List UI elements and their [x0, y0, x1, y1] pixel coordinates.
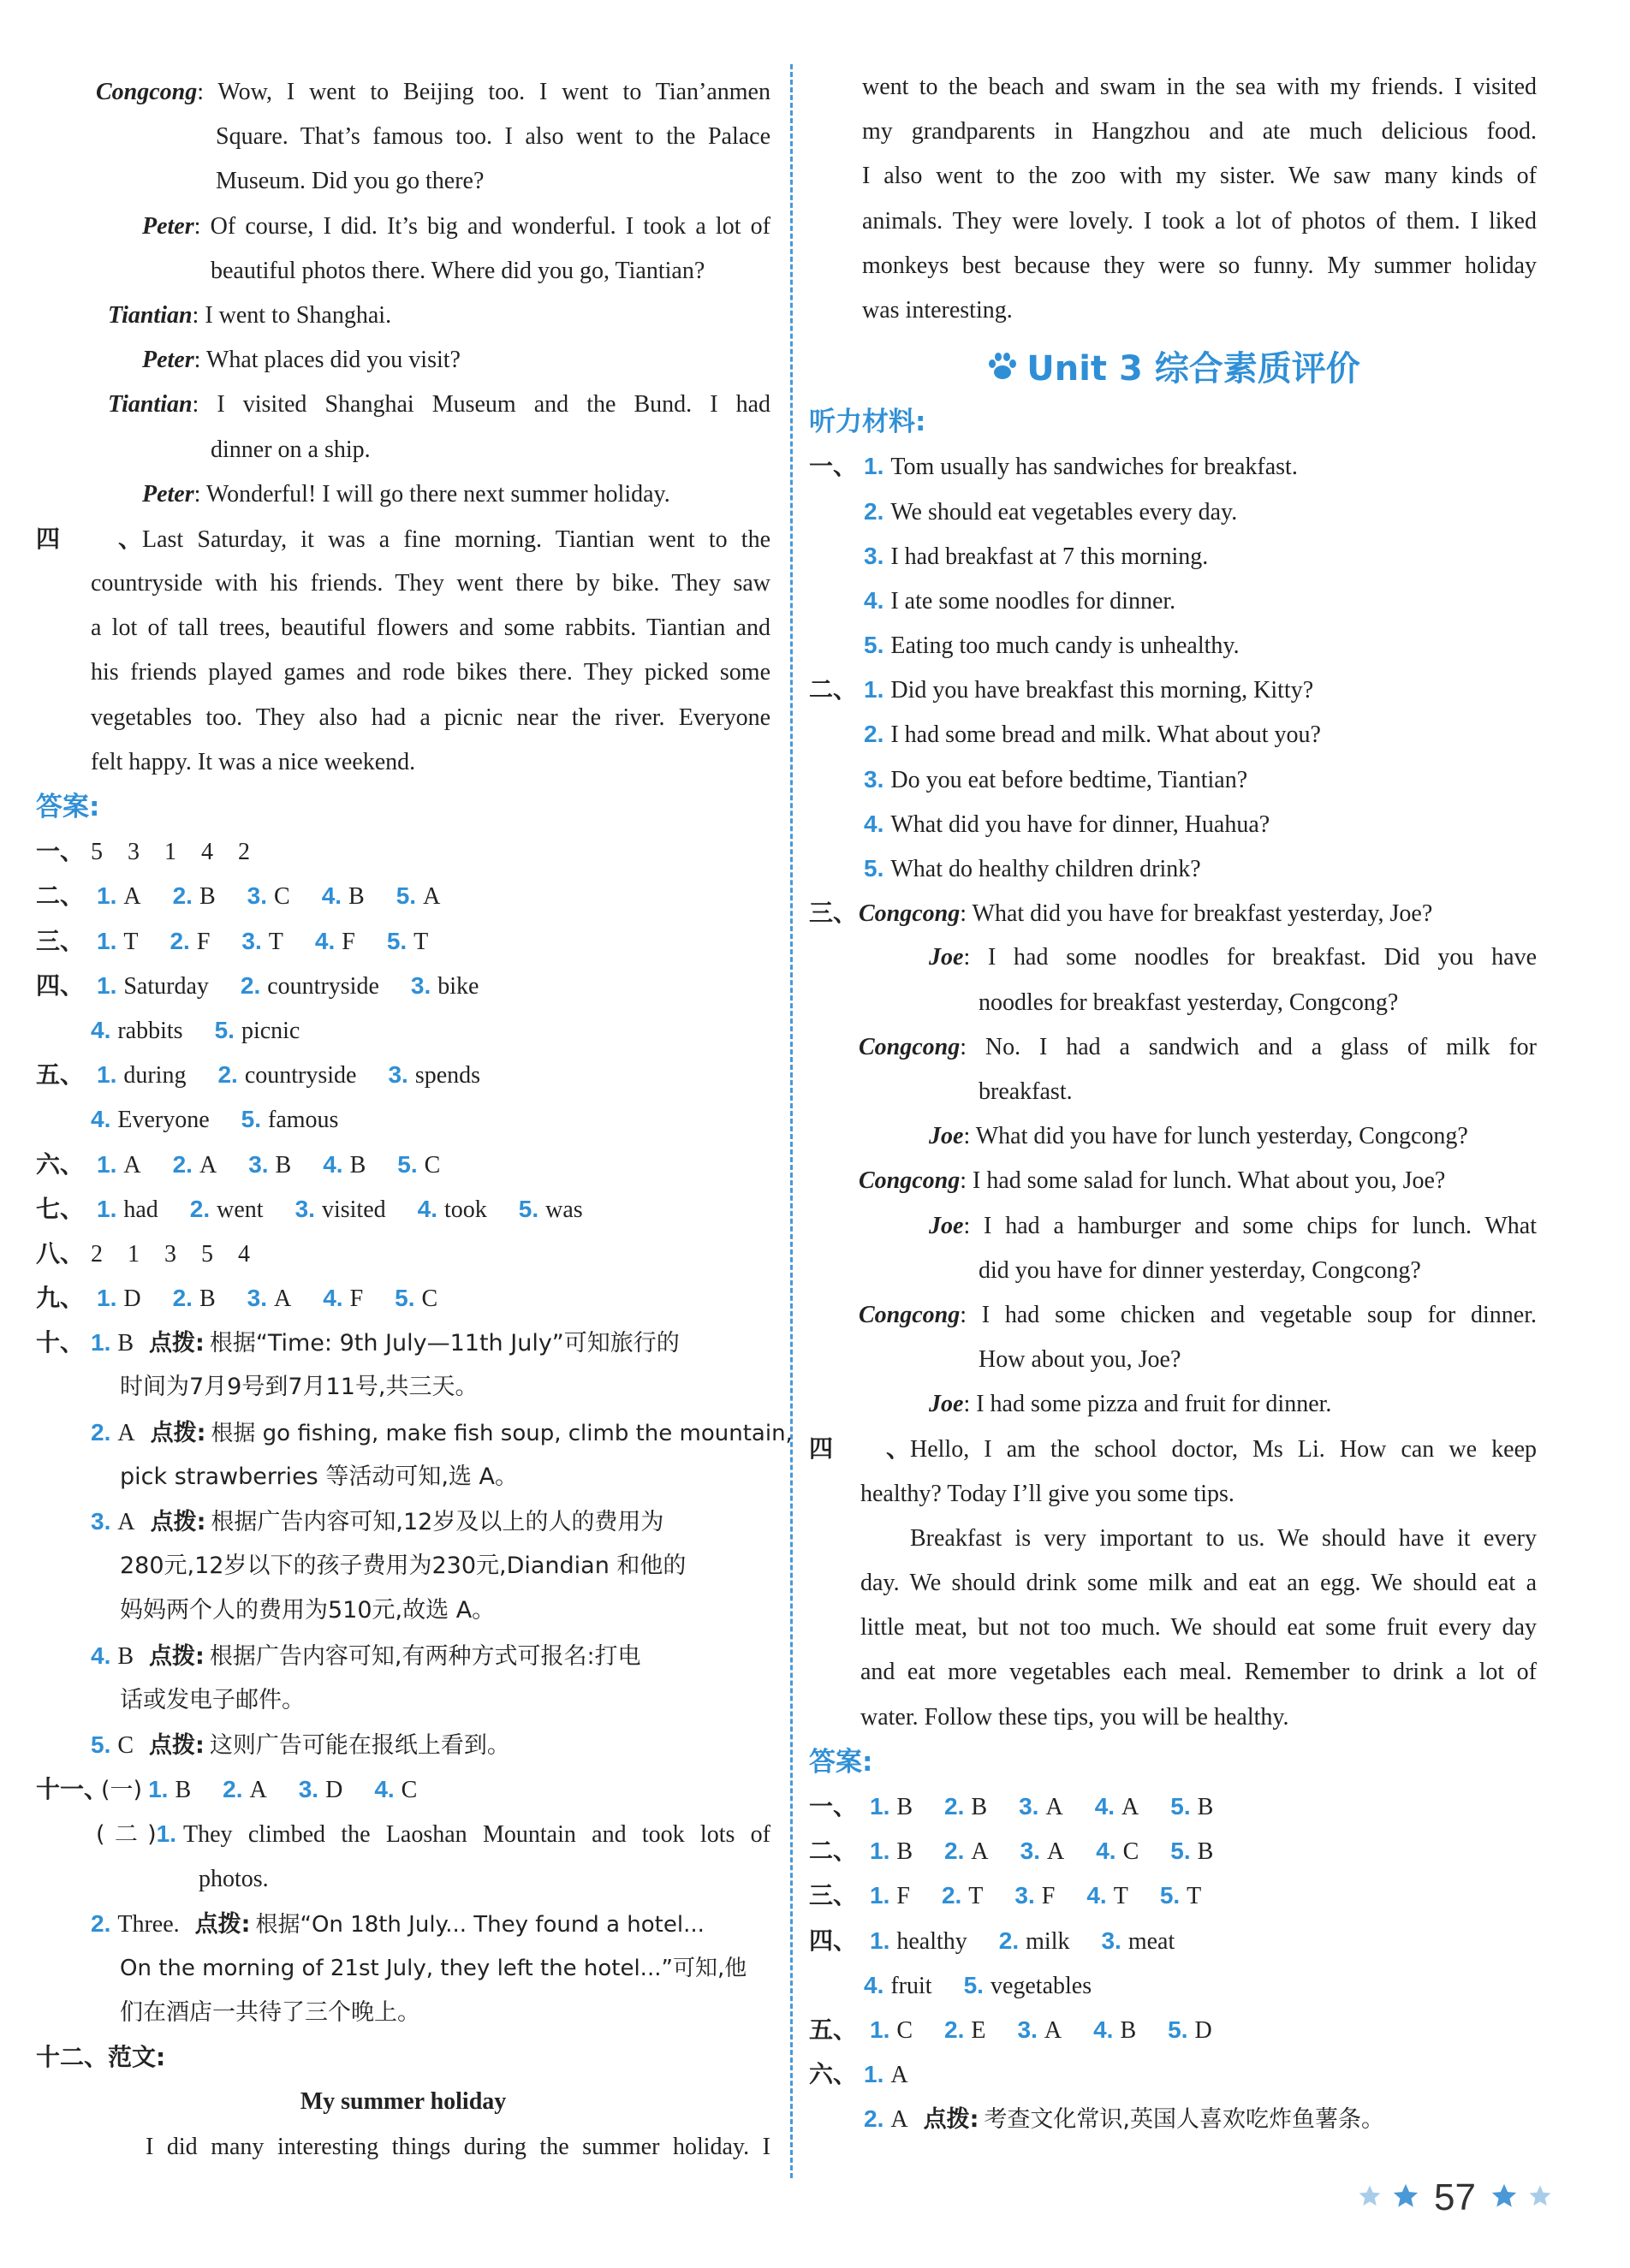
answer-line: photos.	[199, 1865, 269, 1892]
section-11	[36, 1767, 770, 2035]
passage-line: 四、Last Saturday, it was a fine morning. Tiantian went to the	[36, 524, 770, 553]
star-icon	[1527, 2183, 1553, 2213]
star-icon	[1357, 2183, 1383, 2213]
section-10	[36, 1321, 793, 1767]
listening-line: 4. I ate some noodles for dinner.	[864, 586, 1176, 614]
listening-part-3-dialogue	[809, 891, 1537, 1427]
essay-line: monkeys best because they were so funny. My summer holiday	[862, 252, 1537, 279]
answer-row: 九、 1. D 2. B 3. A 4. F 5. C	[36, 1284, 438, 1313]
dialogue-line: Peter: Of course, I did. It’s big and wonderful. I took a lot of	[142, 212, 771, 240]
essay-line: animals. They were lovely. I took a lot of photos of them. I liked	[862, 207, 1537, 235]
explanation-line: 时间为7月9号到7月11号,共三天。	[120, 1374, 479, 1401]
essay-title: My summer holiday	[300, 2088, 507, 2116]
dialogue-line: Peter: Wonderful! I will go there next summer holiday.	[142, 480, 670, 508]
dialogue-line: Museum. Did you go there?	[216, 168, 485, 195]
passage-line: a lot of tall trees, beautiful flowers and some rabbits. Tiantian and	[91, 614, 770, 642]
answer-row: 一、 5 3 1 4 2	[36, 837, 250, 866]
answers-block	[36, 829, 770, 1321]
listening-line: 3. Do you eat before bedtime, Tiantian?	[864, 765, 1248, 793]
explanation-line: 5. C 点拨: 这则广告可能在报纸上看到。	[91, 1731, 510, 1759]
right-column	[809, 65, 1537, 2141]
explanation-line: 2. A 点拨: 根据 go fishing, make fish soup, climb the mountain,	[91, 1418, 793, 1446]
listening-part-2	[809, 668, 1537, 891]
answer-row: 三、 1. T 2. F 3. T 4. F 5. T	[36, 926, 429, 955]
listening-line: 2. I had some bread and milk. What about you?	[864, 721, 1321, 749]
listening-part-1	[809, 444, 1537, 668]
answer-row: 七、 1. had 2. went 3. visited 4. took 5. was	[36, 1194, 583, 1223]
answers-heading: 答案:	[809, 1746, 873, 1778]
page-footer	[1357, 2172, 1553, 2223]
dialogue-line: Peter: What places did you visit?	[142, 347, 461, 374]
passage-line: his friends played games and rode bikes there. They picked some	[91, 659, 770, 686]
answers-heading: 答案:	[36, 792, 100, 822]
dialogue-line: Congcong: I had some salad for lunch. What about you, Joe?	[859, 1167, 1446, 1195]
passage-line: day. We should drink some milk and eat an egg. We should eat a	[860, 1570, 1537, 1596]
listening-line: 4. What did you have for dinner, Huahua?	[864, 810, 1270, 838]
answer-row: 八、 2 1 3 5 4	[36, 1238, 250, 1268]
passage-line: and eat more vegetables each meal. Remember to drink a lot of	[860, 1659, 1537, 1686]
listening-line: 3. I had breakfast at 7 this morning.	[864, 542, 1209, 570]
essay-line: was interesting.	[862, 296, 1013, 324]
explanation-line: pick strawberries 等活动可知,选 A。	[120, 1463, 518, 1490]
answer-row: 二、 1. B 2. A 3. A 4. C 5. B	[809, 1837, 1214, 1866]
section-4-passage	[36, 517, 770, 785]
listening-part-4-passage	[809, 1427, 1537, 1739]
explanation-line: On the morning of 21st July, they left the hotel...”可知,他	[120, 1955, 747, 1981]
passage-line: 四、Hello, I am the school doctor, Ms Li. How can we keep	[809, 1434, 1537, 1464]
explanation-line: 4. B 点拨: 根据广告内容可知,有两种方式可报名:打电	[91, 1642, 641, 1670]
explanation-line: 们在酒店一共待了三个晚上。	[120, 1999, 420, 2027]
unit3-answers	[809, 1784, 1537, 2142]
answer-row: 四、 1. Saturday 2. countryside 3. bike	[36, 971, 479, 1000]
star-icon	[1490, 2182, 1519, 2215]
answer-row: 一、 1. B 2. B 3. A 4. A 5. B	[809, 1791, 1214, 1820]
dialogue-line: Joe: I had some pizza and fruit for dinner.	[929, 1391, 1332, 1418]
listening-line: 5. Eating too much candy is unhealthy.	[864, 632, 1240, 660]
essay-line: I also went to the zoo with my sister. We saw many kinds of	[862, 163, 1537, 190]
essay-line: I did many interesting things during the summer holiday. I	[146, 2133, 770, 2160]
explanation-line: 3. A 点拨: 根据广告内容可知,12岁及以上的人的费用为	[91, 1508, 664, 1535]
answer-row: 三、 1. F 2. T 3. F 4. T 5. T	[809, 1881, 1202, 1910]
dialogue-line: How about you, Joe?	[979, 1346, 1181, 1374]
dialogue-line: dinner on a ship.	[211, 436, 371, 463]
dialogue-line: Congcong: No. I had a sandwich and a glass of milk for	[859, 1033, 1537, 1060]
unit-title: Unit 3 综合素质评价	[809, 338, 1537, 400]
paw-print-icon	[985, 340, 1020, 401]
answer-row: 4. fruit 5. vegetables	[864, 1971, 1092, 1999]
essay-continued	[809, 65, 1537, 333]
answer-row: 五、 1. during 2. countryside 3. spends	[36, 1060, 481, 1089]
passage-line: little meat, but not too much. We should eat some fruit every day	[860, 1614, 1537, 1642]
answer-row: 六、 1. A 2. A 3. B 4. B 5. C	[36, 1149, 441, 1179]
essay-line: my grandparents in Hangzhou and ate much delicious food.	[862, 118, 1537, 145]
dialogue-line: Joe: I had a hamburger and some chips for lunch. What	[929, 1212, 1538, 1239]
dialogue-line: Joe: I had some noodles for breakfast. Did you have	[929, 944, 1537, 971]
dialogue-line: Congcong: I had some chicken and vegetable soup for dinner.	[859, 1301, 1537, 1328]
passage-line: water. Follow these tips, you will be healthy.	[860, 1703, 1289, 1731]
column-divider	[790, 64, 793, 2178]
explanation-line: 280元,12岁以下的孩子费用为230元,Diandian 和他的	[120, 1553, 687, 1580]
answer-row: 十一、(一) 1. B 2. A 3. D 4. C	[36, 1775, 418, 1804]
section-label: 十二、范文:	[36, 2043, 166, 2072]
dialogue-line: did you have for dinner yesterday, Congcong?	[979, 1256, 1421, 1284]
explanation-line: 2. Three. 点拨: 根据“On 18th July... They found a hotel...	[91, 1909, 705, 1938]
explanation-line: 妈妈两个人的费用为510元,故选 A。	[120, 1597, 496, 1624]
passage-line: felt happy. It was a nice weekend.	[91, 748, 416, 775]
dialogue-line: breakfast.	[979, 1078, 1073, 1105]
passage-line: countryside with his friends. They went there by bike. They saw	[91, 570, 770, 597]
star-icon	[1391, 2182, 1420, 2215]
section-12	[36, 2035, 770, 2170]
answer-row: 4. rabbits 5. picnic	[91, 1016, 300, 1044]
listening-line: 二、 1. Did you have breakfast this morning, Kitty?	[809, 675, 1314, 704]
dialogue-line: Congcong: Wow, I went to Beijing too. I went to Tian’anmen	[96, 79, 770, 105]
dialogue-line: Square. That’s famous too. I also went to the Palace	[216, 123, 770, 151]
answer-row: 4. Everyone 5. famous	[91, 1106, 339, 1134]
answer-row: 四、 1. healthy 2. milk 3. meat	[809, 1926, 1175, 1955]
dialogue-line: Joe: What did you have for lunch yesterday, Congcong?	[929, 1123, 1468, 1150]
listening-heading: 听力材料:	[809, 407, 926, 438]
dialogue-line: beautiful photos there. Where did you go, Tiantian?	[211, 257, 705, 284]
listening-line: 2. We should eat vegetables every day.	[864, 497, 1238, 525]
dialogue-line: Tiantian: I went to Shanghai.	[108, 301, 392, 329]
page-number: 57	[1434, 2176, 1476, 2218]
explanation-line: 十、 1. B 点拨: 根据“Time: 9th July—11th July”可知旅行的	[36, 1328, 680, 1357]
dialogue-block	[36, 70, 770, 517]
answer-row: 五、 1. C 2. E 3. A 4. B 5. D	[809, 2015, 1212, 2044]
listening-line: 5. What do healthy children drink?	[864, 855, 1201, 882]
passage-line: vegetables too. They also had a picnic near the river. Everyone	[91, 704, 770, 731]
left-column	[36, 70, 793, 2170]
explanation-line: 2. A 点拨: 考查文化常识,英国人喜欢吃炸鱼薯条。	[864, 2105, 1384, 2134]
dialogue-line: noodles for breakfast yesterday, Congcong?	[979, 989, 1399, 1016]
passage-line: healthy? Today I’ll give you some tips.	[860, 1480, 1234, 1507]
dialogue-line: Tiantian: I visited Shanghai Museum and the Bund. I had	[108, 391, 770, 419]
essay-line: went to the beach and swam in the sea with my friends. I visited	[862, 74, 1537, 100]
dialogue-line: 三、Congcong: What did you have for breakfast yesterday, Joe?	[809, 899, 1433, 928]
answer-row: 二、 1. A 2. B 3. C 4. B 5. A	[36, 882, 441, 911]
answer-line: (二)1. They climbed the Laoshan Mountain and took lots of	[96, 1820, 770, 1849]
explanation-line: 话或发电子邮件。	[120, 1686, 305, 1713]
passage-line: Breakfast is very important to us. We should have it every	[910, 1524, 1537, 1552]
answer-row: 六、 1. A	[809, 2060, 908, 2089]
listening-line: 一、 1. Tom usually has sandwiches for breakfast.	[809, 452, 1298, 481]
